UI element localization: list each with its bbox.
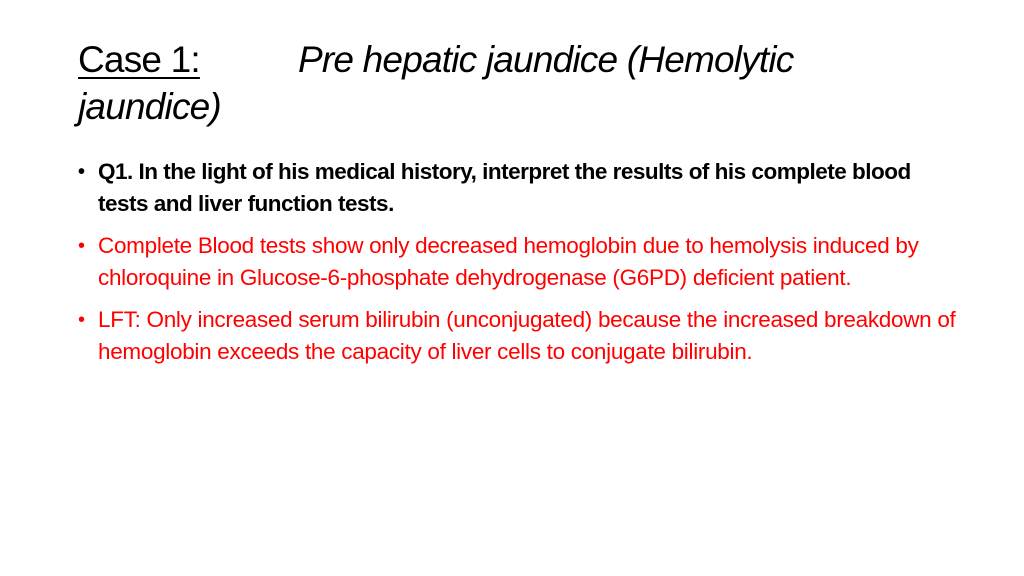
slide-title [78, 36, 958, 130]
bullet-dot-icon: • [78, 161, 85, 183]
case-label: Case 1: [78, 39, 200, 80]
topic-title-line2: jaundice) [78, 86, 221, 127]
bullet-list [78, 156, 958, 378]
bullet-dot-icon: • [78, 309, 85, 331]
topic-title-line1: Pre hepatic jaundice (Hemolytic [298, 39, 794, 80]
answer-text-lft: LFT: Only increased serum bilirubin (unconjugated) because the increased breakdown of hemoglobin exceeds the capacity of liver cells to conjugate bilirubin. [98, 307, 956, 364]
bullet-dot-icon: • [78, 235, 85, 257]
answer-text-cbc: Complete Blood tests show only decreased hemoglobin due to hemolysis induced by chloroquine in Glucose-6-phosphate dehydrogenase (G6PD) deficient patient. [98, 233, 919, 290]
answer-bullet-lft [78, 304, 958, 368]
question-bullet [78, 156, 958, 220]
question-text: Q1. In the light of his medical history, interpret the results of his complete blood tests and liver function tests. [98, 159, 911, 216]
answer-bullet-cbc [78, 230, 958, 294]
